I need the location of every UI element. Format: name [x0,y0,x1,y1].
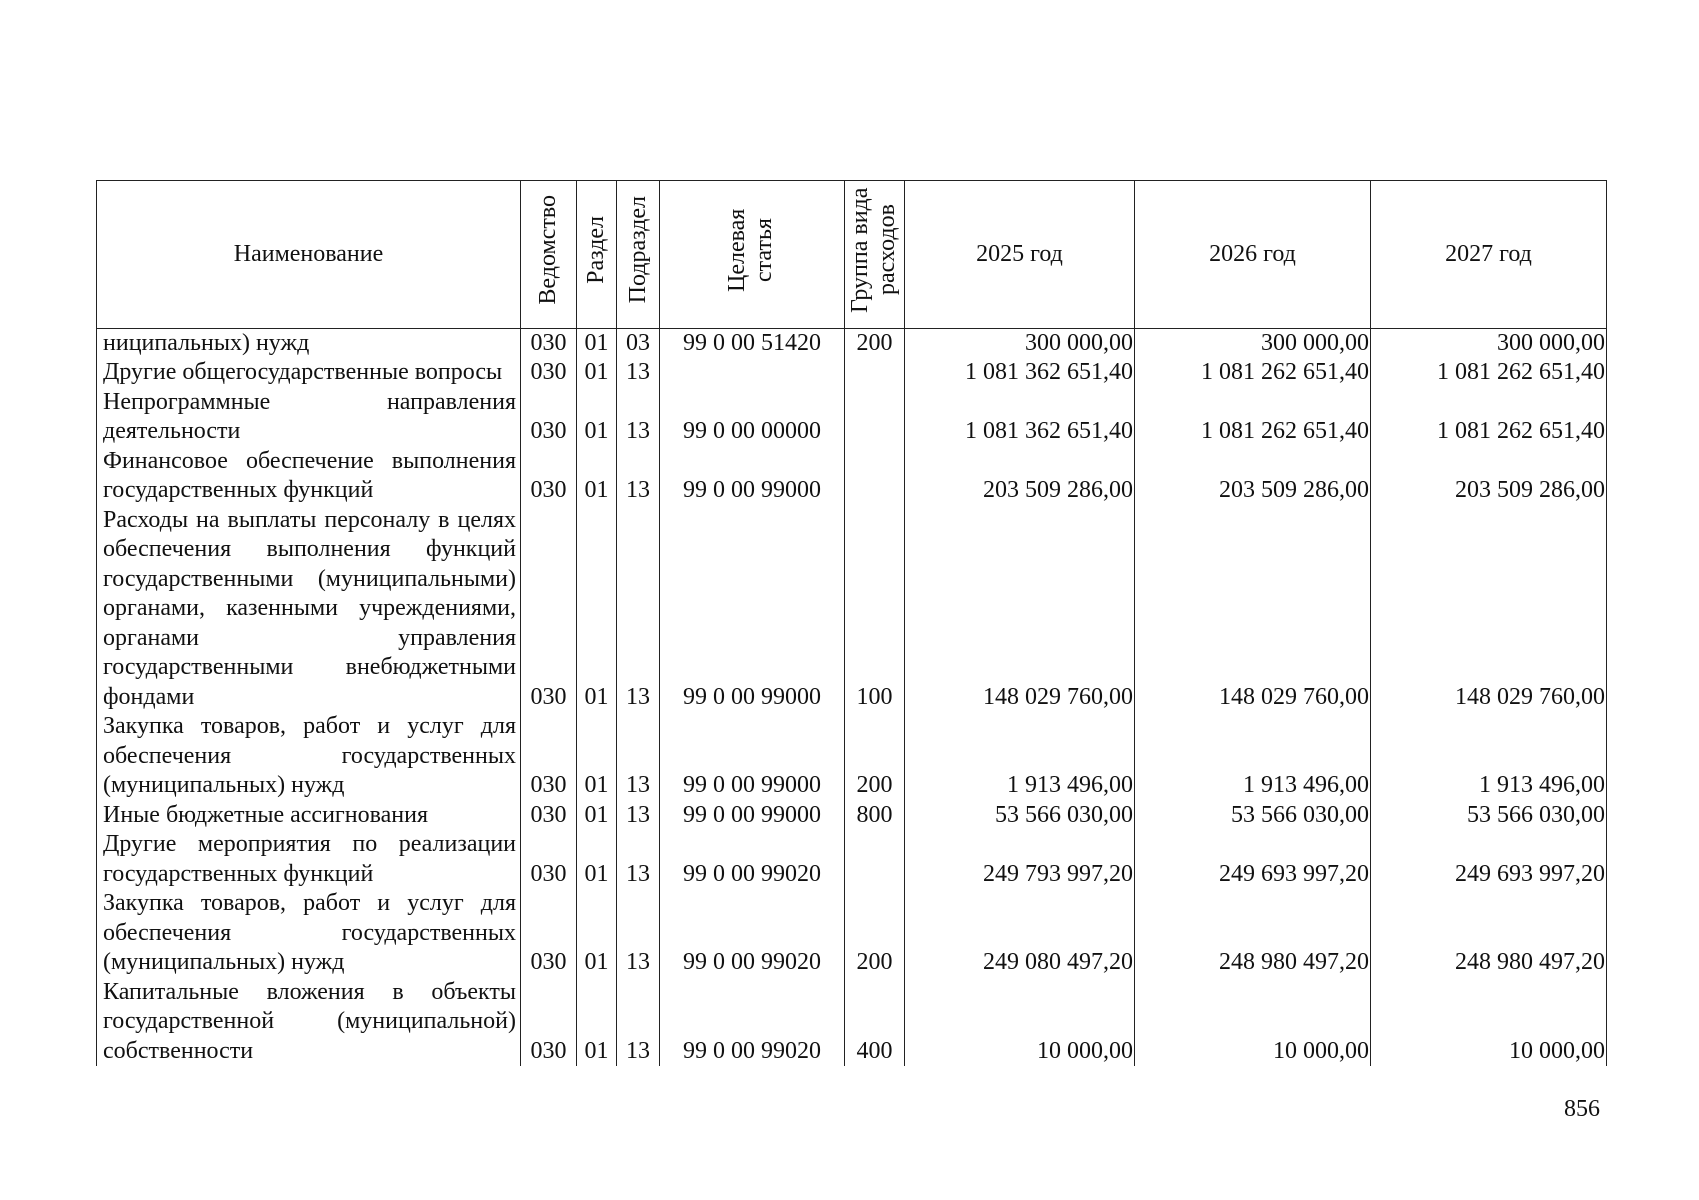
cell-section: 01 [577,978,617,1067]
cell-dept: 030 [521,328,577,358]
cell-2025: 203 509 286,00 [905,447,1135,506]
table-row [97,801,1607,831]
cell-target-article: 99 0 00 99020 [660,830,845,889]
header-subsection: Подраздел [617,181,660,329]
cell-name: ниципальных) нужд [97,328,521,358]
cell-subsection: 03 [617,328,660,358]
cell-expense-group: 200 [845,328,905,358]
cell-expense-group: 200 [845,889,905,978]
cell-section: 01 [577,447,617,506]
cell-2027: 10 000,00 [1371,978,1607,1067]
header-2027: 2027 год [1371,181,1607,329]
table-row [97,358,1607,388]
cell-2025: 10 000,00 [905,978,1135,1067]
header-target-article: Целевая статья [660,181,845,329]
cell-expense-group: 200 [845,712,905,801]
cell-2026: 10 000,00 [1135,978,1371,1067]
cell-2025: 300 000,00 [905,328,1135,358]
table-row [97,712,1607,801]
cell-name: Другие общегосударственные вопросы [97,358,521,388]
cell-2027: 1 081 262 651,40 [1371,358,1607,388]
cell-section: 01 [577,358,617,388]
cell-dept: 030 [521,447,577,506]
cell-2026: 249 693 997,20 [1135,830,1371,889]
table-row [97,447,1607,506]
cell-target-article: 99 0 00 99000 [660,801,845,831]
table-row [97,889,1607,978]
cell-2026: 248 980 497,20 [1135,889,1371,978]
header-name: Наименование [97,181,521,329]
cell-dept: 030 [521,801,577,831]
cell-target-article: 99 0 00 99000 [660,447,845,506]
header-2026: 2026 год [1135,181,1371,329]
cell-dept: 030 [521,889,577,978]
cell-subsection: 13 [617,358,660,388]
cell-2026: 148 029 760,00 [1135,506,1371,713]
table-row [97,506,1607,713]
page-number: 856 [1564,1096,1600,1122]
table-row [97,978,1607,1067]
cell-2025: 1 081 362 651,40 [905,388,1135,447]
cell-expense-group [845,358,905,388]
cell-section: 01 [577,889,617,978]
cell-subsection: 13 [617,506,660,713]
cell-2027: 148 029 760,00 [1371,506,1607,713]
cell-2027: 1 081 262 651,40 [1371,388,1607,447]
cell-section: 01 [577,388,617,447]
cell-name: Финансовое обеспечение выполнения государственных функций [97,447,521,506]
cell-subsection: 13 [617,712,660,801]
cell-target-article: 99 0 00 00000 [660,388,845,447]
cell-dept: 030 [521,358,577,388]
cell-section: 01 [577,328,617,358]
cell-name: Закупка товаров, работ и услуг для обеспечения государственных (муниципальных) нужд [97,712,521,801]
cell-2026: 1 913 496,00 [1135,712,1371,801]
cell-2026: 300 000,00 [1135,328,1371,358]
cell-2025: 53 566 030,00 [905,801,1135,831]
cell-target-article: 99 0 00 51420 [660,328,845,358]
cell-subsection: 13 [617,889,660,978]
cell-expense-group: 800 [845,801,905,831]
header-row [97,181,1607,329]
cell-expense-group [845,388,905,447]
cell-2027: 300 000,00 [1371,328,1607,358]
cell-name: Непрограммные направления деятельности [97,388,521,447]
cell-2026: 1 081 262 651,40 [1135,388,1371,447]
cell-2026: 53 566 030,00 [1135,801,1371,831]
cell-expense-group [845,830,905,889]
table-row [97,830,1607,889]
budget-table [96,180,1607,1066]
header-expense-group: Группа вида расходов [845,181,905,329]
cell-target-article: 99 0 00 99020 [660,978,845,1067]
cell-section: 01 [577,830,617,889]
table-row [97,388,1607,447]
cell-name: Другие мероприятия по реализации государственных функций [97,830,521,889]
cell-section: 01 [577,712,617,801]
table-row [97,328,1607,358]
header-section: Раздел [577,181,617,329]
cell-2027: 248 980 497,20 [1371,889,1607,978]
cell-subsection: 13 [617,447,660,506]
cell-dept: 030 [521,388,577,447]
cell-2025: 249 793 997,20 [905,830,1135,889]
cell-target-article: 99 0 00 99000 [660,506,845,713]
cell-subsection: 13 [617,801,660,831]
cell-expense-group: 400 [845,978,905,1067]
cell-target-article: 99 0 00 99020 [660,889,845,978]
cell-dept: 030 [521,506,577,713]
header-2025: 2025 год [905,181,1135,329]
cell-name: Закупка товаров, работ и услуг для обеспечения государственных (муниципальных) нужд [97,889,521,978]
cell-dept: 030 [521,830,577,889]
cell-name: Капитальные вложения в объекты государственной (муниципальной) собственности [97,978,521,1067]
cell-target-article: 99 0 00 99000 [660,712,845,801]
cell-2027: 1 913 496,00 [1371,712,1607,801]
cell-2027: 203 509 286,00 [1371,447,1607,506]
cell-name: Иные бюджетные ассигнования [97,801,521,831]
cell-2025: 249 080 497,20 [905,889,1135,978]
cell-2025: 1 081 362 651,40 [905,358,1135,388]
cell-2027: 53 566 030,00 [1371,801,1607,831]
cell-name: Расходы на выплаты персоналу в целях обеспечения выполнения функций государственными (муниципальными) органами, казенными учреждениями, органами управления государственными внебюджетными фондами [97,506,521,713]
cell-section: 01 [577,506,617,713]
cell-2025: 1 913 496,00 [905,712,1135,801]
cell-2025: 148 029 760,00 [905,506,1135,713]
cell-subsection: 13 [617,978,660,1067]
cell-subsection: 13 [617,830,660,889]
table-body [97,328,1607,1066]
cell-2026: 1 081 262 651,40 [1135,358,1371,388]
cell-section: 01 [577,801,617,831]
header-dept: Ведомство [521,181,577,329]
cell-2027: 249 693 997,20 [1371,830,1607,889]
cell-expense-group [845,447,905,506]
cell-2026: 203 509 286,00 [1135,447,1371,506]
cell-subsection: 13 [617,388,660,447]
cell-expense-group: 100 [845,506,905,713]
cell-dept: 030 [521,712,577,801]
cell-target-article [660,358,845,388]
cell-dept: 030 [521,978,577,1067]
